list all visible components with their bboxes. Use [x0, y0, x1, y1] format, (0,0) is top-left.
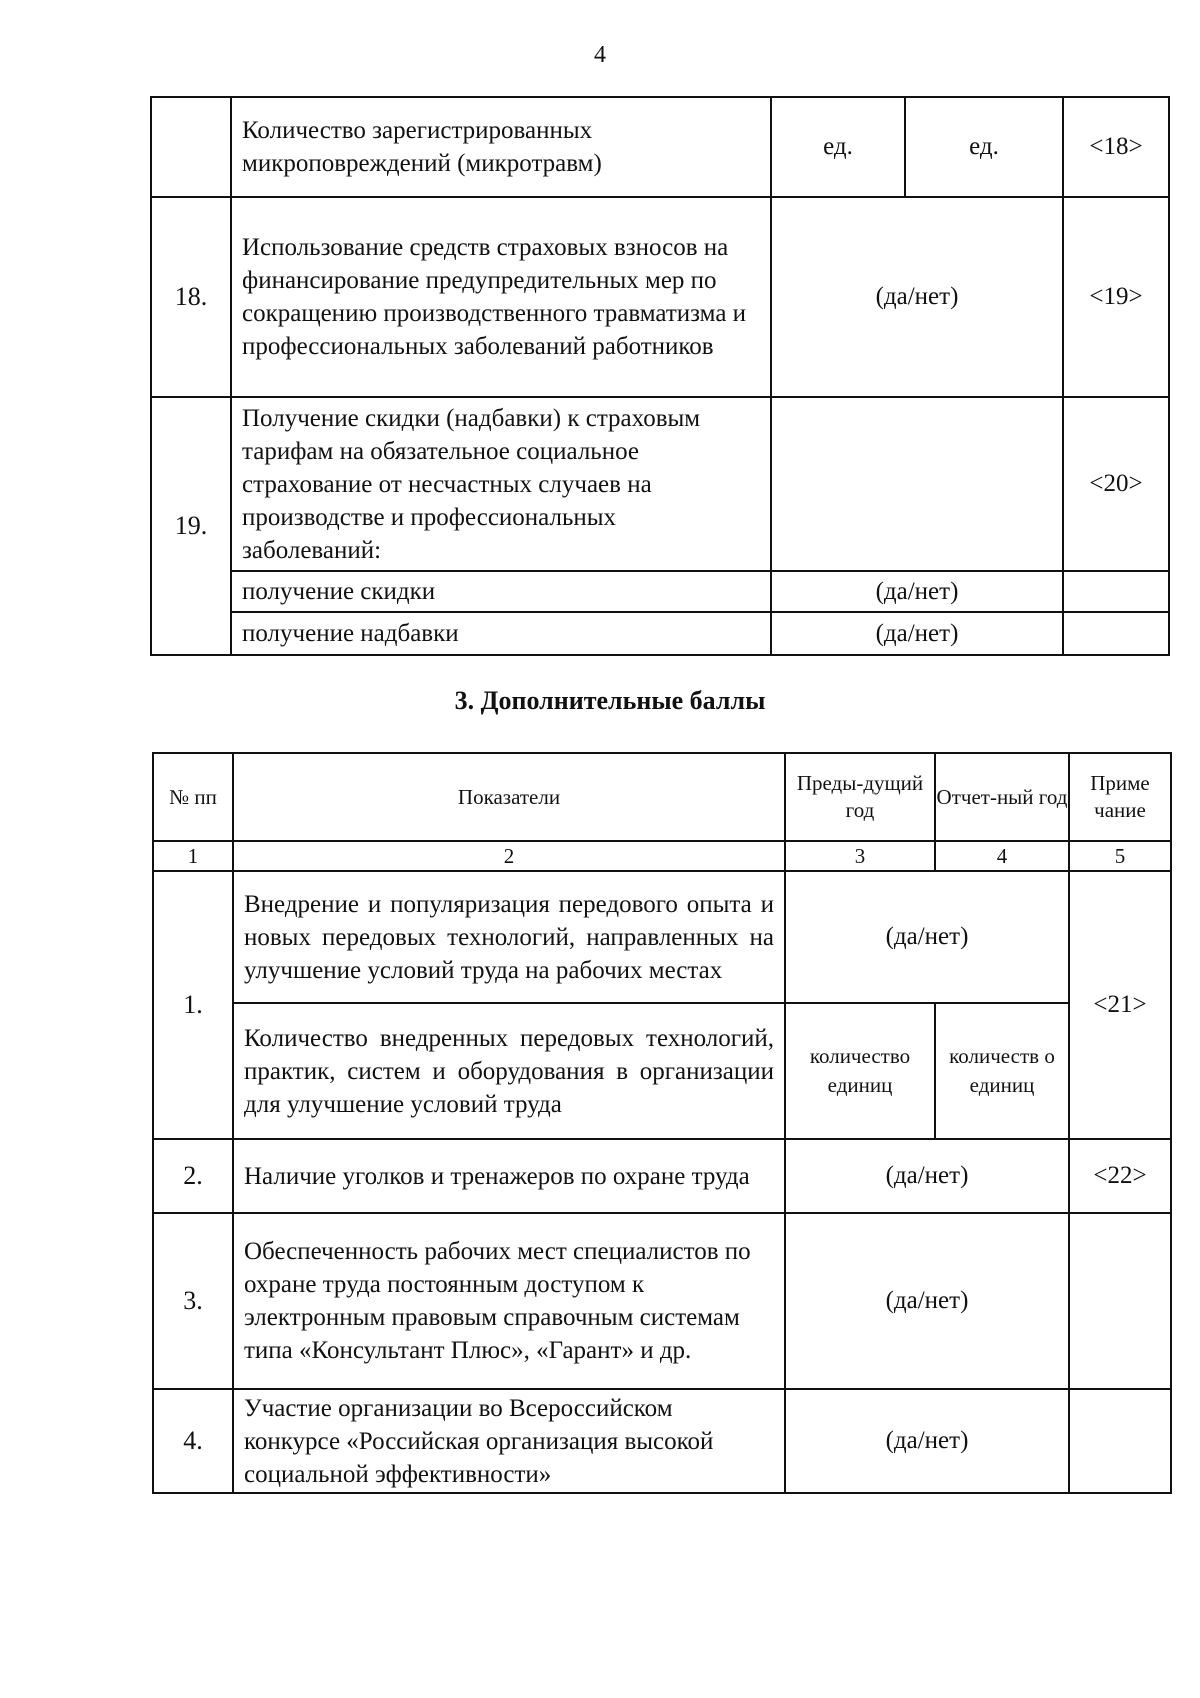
empty-note-cell — [1069, 1389, 1171, 1493]
current-year-value: количеств о единиц — [935, 1003, 1069, 1139]
table-row — [151, 612, 1169, 655]
row-number-cell — [151, 97, 231, 197]
table-row — [151, 97, 1169, 197]
empty-value-cell — [771, 397, 1063, 571]
yes-no-value: (да/нет) — [785, 1389, 1069, 1493]
table-row — [151, 571, 1169, 612]
prev-year-value: ед. — [771, 97, 905, 197]
table-row — [153, 1003, 1171, 1139]
empty-note-cell — [1063, 612, 1169, 655]
additional-points-table — [152, 752, 1172, 1494]
table-row — [153, 871, 1171, 1003]
sub-indicator-label: получение скидки — [231, 571, 771, 612]
header-indicators: Показатели — [233, 753, 785, 841]
indicator-label: Внедрение и популяризация передового опыта и новых передовых технологий, направленных на улучшение условий труда на рабочих местах — [233, 871, 785, 1003]
table-row — [151, 397, 1169, 571]
table-row — [153, 1213, 1171, 1389]
column-number-row — [153, 841, 1171, 871]
row-number: 4. — [153, 1389, 233, 1493]
table-row — [153, 1389, 1171, 1493]
empty-note-cell — [1069, 1213, 1171, 1389]
row-number: 1. — [153, 871, 233, 1139]
prev-year-value: количество единиц — [785, 1003, 935, 1139]
indicator-label: Количество зарегистрированных микроповреждений (микротравм) — [231, 97, 771, 197]
indicator-label: Использование средств страховых взносов на финансирование предупредительных мер по сокращению производственного травматизма и профессиональных заболеваний работников — [231, 197, 771, 397]
empty-note-cell — [1063, 571, 1169, 612]
column-number: 1 — [153, 841, 233, 871]
yes-no-value: (да/нет) — [785, 1139, 1069, 1213]
header-prev-year: Преды-дущий год — [785, 753, 935, 841]
section-title: 3. Дополнительные баллы — [454, 686, 766, 715]
header-note: Приме чание — [1069, 753, 1171, 841]
row-number: 18. — [151, 197, 231, 397]
yes-no-value: (да/нет) — [771, 571, 1063, 612]
yes-no-value: (да/нет) — [771, 197, 1063, 397]
yes-no-value: (да/нет) — [785, 1213, 1069, 1389]
note-ref: <18> — [1063, 97, 1169, 197]
header-current-year: Отчет-ный год — [935, 753, 1069, 841]
row-number: 2. — [153, 1139, 233, 1213]
sub-indicator-label: получение надбавки — [231, 612, 771, 655]
row-number: 3. — [153, 1213, 233, 1389]
table-row — [151, 197, 1169, 397]
column-number: 2 — [233, 841, 785, 871]
note-ref: <20> — [1063, 397, 1169, 571]
note-ref: <21> — [1069, 871, 1171, 1139]
note-ref: <19> — [1063, 197, 1169, 397]
indicator-label: Участие организации во Всероссийском конкурсе «Российская организация высокой социальной эффективности» — [233, 1389, 785, 1493]
indicator-label: Получение скидки (надбавки) к страховым тарифам на обязательное социальное страхование от несчастных случаев на производстве и профессиональных заболеваний: — [231, 397, 771, 571]
current-year-value: ед. — [905, 97, 1063, 197]
column-number: 3 — [785, 841, 935, 871]
page-number: 4 — [594, 42, 606, 68]
table-row — [153, 1139, 1171, 1213]
note-ref: <22> — [1069, 1139, 1171, 1213]
yes-no-value: (да/нет) — [771, 612, 1063, 655]
yes-no-value: (да/нет) — [785, 871, 1069, 1003]
indicator-label: Обеспеченность рабочих мест специалистов по охране труда постоянным доступом к электронным правовым справочным системам типа «Консультант Плюс», «Гарант» и др. — [233, 1213, 785, 1389]
indicators-table-continued — [150, 96, 1170, 656]
indicator-label: Количество внедренных передовых технологий, практик, систем и оборудования в организации для улучшение условий труда — [233, 1003, 785, 1139]
column-number: 5 — [1069, 841, 1171, 871]
column-number: 4 — [935, 841, 1069, 871]
header-number: № пп — [153, 753, 233, 841]
row-number: 19. — [151, 397, 231, 655]
header-row — [153, 753, 1171, 841]
indicator-label: Наличие уголков и тренажеров по охране труда — [233, 1139, 785, 1213]
